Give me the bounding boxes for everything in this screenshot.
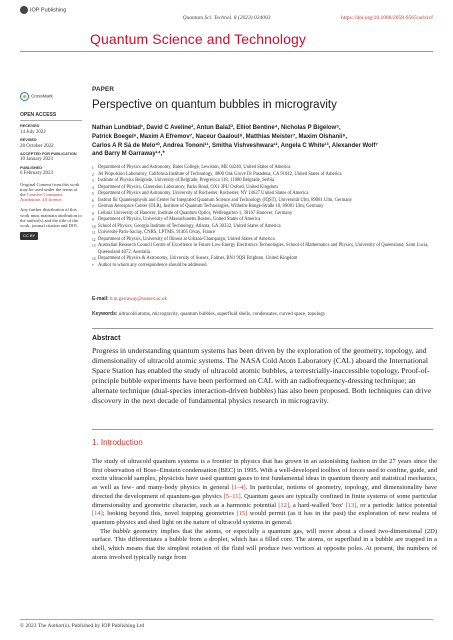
- author-list: [92, 124, 437, 159]
- citation-link[interactable]: [14]: [92, 510, 103, 518]
- affiliation-item: [92, 243, 437, 256]
- crossmark-label: CrossMark: [31, 93, 53, 99]
- email-label: E-mail:: [92, 296, 109, 302]
- affiliation-number: 7: [92, 205, 94, 209]
- keywords-label: Keywords:: [92, 311, 118, 317]
- accepted-date: 10 January 2023: [20, 157, 54, 163]
- doi-link[interactable]: https://doi.org/10.1088/2058-9565/acb1cf: [341, 15, 433, 21]
- affiliation-text: Australian Research Council Centre of Excellence in Future Low-Energy Electronics Technologies, School of Mathematics and Physics, University of Queensland, Saint Lucia, Queensland 4072, Australia: [98, 243, 429, 255]
- accepted-label: ACCEPTED FOR PUBLICATION: [20, 152, 77, 157]
- affiliation-text: Université Paris-Saclay, CNRS, LPTMS, 91405 Orsay, France: [98, 230, 216, 235]
- iop-logo-icon: [20, 6, 28, 14]
- affiliation-text: German Aerospace Center (DLR), Institute of Quantum Technologies, Wilhelm-Runge-Straße 10, 89081 Ulm, Germany: [98, 204, 324, 209]
- affiliation-number: 11: [92, 231, 96, 235]
- affiliation-item: [92, 263, 437, 270]
- citation-link[interactable]: [15]: [236, 510, 248, 518]
- license-note: Any further distribution of this work must maintain attribution to the author(s) and the title of the work, journal citation and DOI.: [20, 207, 82, 229]
- keywords-text: ultracold atoms, microgravity, quantum bubbles, superfluid shells, condensates, curved space, topology: [118, 312, 326, 317]
- publisher-name: IOP Publishing: [30, 7, 67, 14]
- affiliation-number: 3: [92, 179, 94, 183]
- email-address[interactable]: b.m.garraway@sussex.ac.uk: [109, 297, 168, 302]
- paragraph: The bubble geometry implies that the atoms, or especially a quantum gas, will move about a closed two-dimensional (2D) surface. This differentiates a bubble from a droplet, which has a filled core. The atoms, or superfluid in a bubble are trapped in a shell, which means that the simplest rotation of the fluid will produce two vortices at opposite poles. At present, the numbers of atoms involved typically range from: [92, 527, 437, 561]
- affiliation-number: 5: [92, 192, 94, 196]
- divider: [92, 429, 433, 430]
- body-text: [92, 458, 437, 562]
- affiliation-number: 8: [92, 211, 94, 216]
- published-label: PUBLISHED: [20, 165, 42, 170]
- cc-license-badge[interactable]: CC BY: [20, 232, 38, 239]
- license-text: Original Content from this work may be used under the terms of the Creative Commons Attribution 4.0 licence.: [20, 181, 80, 203]
- divider: [20, 619, 433, 620]
- revised-label: REVISED: [20, 138, 37, 143]
- affiliation-number: 10: [92, 224, 96, 229]
- affiliation-number: 13: [92, 244, 96, 248]
- affiliation-number: 1: [92, 166, 94, 170]
- article-sidebar: [20, 113, 82, 240]
- affiliation-number: 9: [92, 218, 94, 222]
- article-title: Perspective on quantum bubbles in microgravity: [92, 99, 337, 111]
- affiliation-number: 6: [92, 198, 94, 203]
- affiliation-text: Department of Physics and Astronomy, University of Rochester, Rochester, NY 14627 United States of America: [98, 191, 309, 196]
- open-access-label: OPEN ACCESS: [20, 113, 82, 121]
- citation-link[interactable]: [12]: [278, 501, 290, 509]
- paragraph: The study of ultracold quantum systems is a frontier in physics that has grown in an astonishing fashion in the 27 years since the first observation of Bose–Einstein condensation (BEC) in 1995. With a well-developed toolbox of forces used to confine, guide, and excite ultracold samples, physicists have used quantum gases to test fundamental ideas in quantum theory and statistical mechanics, as well as few- and many-body physics in general [1–4]. In particular, notions of geometry, topology, and dimensionality have directed the development of quantum-gas physics [5–11]. Quantum gases are typically confined in finite systems of some particular dimensionality and geometric character, such as a harmonic potential [12], a hard-walled 'box' [13], or a periodic lattice potential [14]; looking beyond this, novel trapping geometries [15] would permit (as it has in the past) the exploration of new realms of quantum physics and shed light on the nature of ultracold systems in general.: [92, 458, 438, 526]
- page-header: [0, 0, 453, 20]
- abstract-text: Progress in understanding quantum systems has been driven by the exploration of the geometry, topology, and dimensionality of ultracold atomic systems. The NASA Cold Atom Laboratory (CAL) aboard the International Space Station has enabled the study of ultracold atomic bubbles, a terrestrially-inaccessible topology. Proof-of-principle bubble experiments have been performed on CAL with an radiofrequency-dressing technique; an alternate technique (dual-species interaction-driven bubbles) has also been proposed. Both techniques can drive discovery in the next decade of fundamental physics research in microgravity.: [92, 346, 431, 405]
- publisher-logo: [20, 6, 66, 14]
- keywords: [92, 311, 437, 317]
- section-heading: 1. Introduction: [92, 438, 143, 447]
- author-line: Carlos A R Sá de Melo¹⁰, Andrea Tononi¹¹, Smitha Vishveshwara¹², Angela C White¹³, Alexander Wolf⁷: [92, 142, 378, 149]
- received-date: 14 July 2022: [20, 129, 46, 135]
- citation-link[interactable]: [1–4]: [231, 484, 246, 492]
- author-line: Nathan Lundblad¹, David C Aveline², Antun Balaž³, Elliot Bentine⁴, Nicholas P Bigelow⁵,: [92, 125, 341, 131]
- affiliation-text: Jet Propulsion Laboratory, California Institute of Technology, 4800 Oak Grove Dr Pasadena, CA 91042, United States of America: [98, 171, 342, 177]
- affiliation-list: [92, 165, 437, 269]
- affiliation-text: Department of Physics, University of Illinois at Urbana-Champaign, United States of America: [98, 236, 275, 242]
- journal-citation: Quantum Sci. Technol. 8 (2023) 024003: [182, 15, 271, 21]
- copyright-footer: © 2023 The Author(s). Published by IOP Publishing Ltd: [20, 623, 145, 629]
- article-type: PAPER: [92, 86, 114, 93]
- affiliation-number: *: [92, 263, 94, 268]
- affiliation-text: Institut für Quantenphysik and Center for Integrated Quantum Science and Technology (IQST), Universität Ulm, 89081 Ulm, Germany: [98, 197, 353, 203]
- author-line: Patrick Boegel⁶, Maxim A Efremov⁷, Naceur Gaaloul⁸, Matthias Meister⁷, Maxim Olshanii⁹,: [92, 133, 348, 140]
- divider: [20, 51, 433, 52]
- citation-link[interactable]: [13]: [345, 501, 357, 509]
- corresponding-email: [92, 296, 167, 302]
- affiliation-number: 12: [92, 237, 96, 242]
- received-label: RECEIVED: [20, 124, 40, 129]
- journal-title: Quantum Science and Technology: [90, 31, 306, 47]
- license-link[interactable]: Creative Commons Attribution 4.0 licence.: [20, 192, 63, 203]
- affiliation-text: Leibniz University of Hanover, Institute of Quantum Optics, Welfengarten 1, 30167 Hanover, Germany: [98, 210, 293, 216]
- revised-date: 28 October 2022: [20, 143, 54, 149]
- affiliation-text: Department of Physics, Clarendon Laboratory, Parks Road, OX1 3PU Oxford, United Kingdom: [98, 184, 278, 190]
- affiliation-text: Department of Physics, University of Massachusetts Boston, United States of America: [98, 217, 261, 222]
- crossmark-icon: [20, 92, 29, 101]
- abstract-heading: Abstract: [92, 335, 121, 342]
- affiliation-number: 14: [92, 257, 96, 261]
- crossmark-badge[interactable]: [20, 92, 60, 104]
- affiliation-text: Department of Physics & Astronomy, University of Sussex, Falmer, BN1 9QH Brighton, United Kingdom: [98, 256, 298, 261]
- affiliation-number: 4: [92, 185, 94, 190]
- affiliation-text: Author to whom any correspondence should be addressed.: [98, 262, 208, 268]
- author-line: and Barry M Garraway¹⁴,*: [92, 151, 165, 158]
- affiliation-text: School of Physics, Georgia Institute of Technology, Atlanta, GA 30332, United States of America: [98, 223, 281, 229]
- affiliation-text: Department of Physics and Astronomy, Bates College, Lewiston, ME 04240, United States of America: [98, 165, 291, 170]
- affiliation-text: Institute of Physics Belgrade, University of Belgrade, Pregrevica 118, 11080 Belgrade, Serbia: [98, 178, 275, 183]
- citation-link[interactable]: [5–11]: [223, 492, 241, 500]
- divider: [92, 328, 433, 329]
- published-date: 6 February 2023: [20, 171, 54, 177]
- affiliation-number: 2: [92, 172, 94, 177]
